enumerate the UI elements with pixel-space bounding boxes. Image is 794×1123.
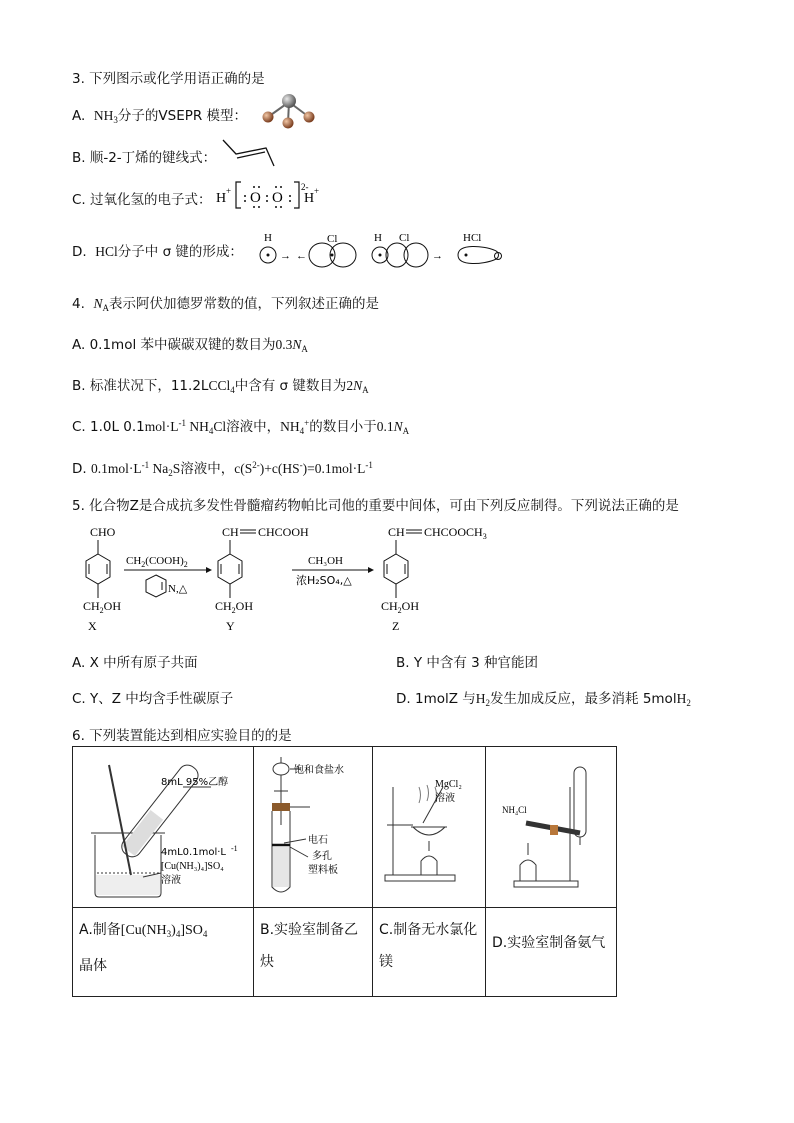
- sigma-bond-formation-image: [252, 228, 512, 272]
- q3-stem: 3. 下列图示或化学用语正确的是: [72, 71, 265, 87]
- svg-text:电石: 电石: [308, 835, 328, 846]
- svg-text:H: H: [216, 191, 227, 206]
- svg-text:→: →: [432, 250, 443, 262]
- svg-text:CHCOOH: CHCOOH: [258, 525, 309, 539]
- apparatus-b-cell: [254, 747, 373, 908]
- svg-text:CH2OH: $CH_2OH$: [381, 599, 420, 615]
- svg-text:CH: CH: [222, 525, 239, 539]
- svg-text:2-: 2-: [301, 182, 309, 192]
- svg-text:→: →: [280, 250, 291, 262]
- apparatus-d-image: [486, 747, 616, 903]
- apparatus-d-cell: [486, 747, 617, 908]
- svg-text:8mL 95%乙醇: 8mL 95%乙醇: [161, 777, 229, 788]
- svg-text:Z: Z: [392, 619, 400, 633]
- q4-stem: 4. $N_A$表示阿伏加德罗常数的值，下列叙述正确的是: [72, 296, 379, 313]
- svg-text:Cl: Cl: [399, 232, 410, 244]
- svg-text:Y: Y: [226, 619, 235, 633]
- svg-text:溶液: 溶液: [435, 793, 455, 804]
- svg-text:CH2OH: $CH_2OH$: [215, 599, 254, 615]
- svg-text:MgCl₂: MgCl₂: [435, 779, 462, 790]
- svg-text:4mL0.1mol·L: 4mL0.1mol·L: [161, 847, 226, 858]
- compound-y: [215, 525, 309, 633]
- svg-text:H: H: [264, 232, 272, 244]
- q5-reaction-scheme: [70, 520, 510, 636]
- q5-stem: 5. 化合物Z是合成抗多发性骨髓瘤药物帕比司他的重要中间体，可由下列反应制得。下列说法正确的是: [72, 498, 679, 514]
- svg-text:塑料板: 塑料板: [308, 865, 338, 876]
- svg-text:CH: CH: [388, 525, 405, 539]
- q4-option-c: C. 1.0L $0.1mol\cdot L^{-1}$ $NH_4Cl$溶液中，$NH_4^+$的数目小于$0.1N_A$: [72, 418, 410, 436]
- apparatus-table: [72, 746, 617, 997]
- q5-option-a: A. X 中所有原子共面: [72, 655, 198, 671]
- q6-stem: 6. 下列装置能达到相应实验目的的是: [72, 728, 292, 744]
- q3-option-d: D. HCl分子中 σ 键的形成：: [72, 244, 243, 260]
- svg-text:CH2(COOH)2: $CH_2(COOH)_2$: [126, 555, 188, 569]
- svg-text:CHCOOCH3: $CHCOOCH_3$: [424, 525, 487, 541]
- svg-text:Cl: Cl: [327, 233, 338, 245]
- q4-option-b: B. 标准状况下，11.2LCCl$_4$中含有 σ 键数目为$2N_A$: [72, 378, 369, 395]
- svg-text:浓H₂SO₄,△: 浓H₂SO₄,△: [296, 574, 352, 587]
- q4-option-a: A. 0.1mol 苯中碳碳双键的数目为$0.3N_A$: [72, 337, 308, 354]
- compound-z: [381, 525, 487, 633]
- svg-text:H: H: [304, 191, 315, 206]
- caption-d: D.实验室制备氨气: [486, 908, 617, 997]
- reaction-arrow-2: [292, 555, 374, 587]
- svg-text:饱和食盐水: 饱和食盐水: [294, 765, 344, 776]
- q5-option-d: D. 1molZ 与$H_2$发生加成反应，最多消耗 5molH$_2$: [396, 691, 691, 708]
- svg-text:多孔: 多孔: [312, 851, 332, 862]
- svg-text:O: O: [250, 190, 261, 206]
- reaction-arrow-1: [124, 555, 212, 597]
- apparatus-b-image: [254, 747, 372, 903]
- vsepr-model-image: [258, 93, 320, 129]
- svg-text:←: ←: [296, 250, 307, 262]
- svg-text:NH₄Cl: NH₄Cl: [502, 805, 527, 815]
- q4-option-d: D. $0.1mol\cdot L^{-1}$ $Na_2S$溶液中，$c(S^{2-})+c(HS^-)=0.1mol\cdot L^{-1}$: [72, 460, 373, 478]
- caption-b: B.实验室制备乙炔: [254, 908, 373, 997]
- svg-text:X: X: [88, 619, 97, 633]
- butene-skeletal-image: [220, 136, 276, 170]
- svg-text:溶液: 溶液: [161, 875, 181, 886]
- caption-c: C.制备无水氯化镁: [373, 908, 486, 997]
- svg-text:-1: -1: [231, 844, 238, 853]
- svg-text:+: +: [226, 186, 232, 196]
- caption-a: A.制备$[Cu(NH_3)_4]SO_4$ 晶体: [73, 908, 254, 997]
- q3-option-a: A. $NH_3$分子的VSEPR 模型：: [72, 108, 248, 125]
- peroxide-electron-formula: [214, 176, 334, 212]
- q3-option-b: B. 顺-2-丁烯的键线式：: [72, 150, 217, 166]
- svg-text:+: +: [314, 186, 320, 196]
- svg-text:O: O: [272, 190, 283, 206]
- svg-text:N,△: N,△: [168, 583, 188, 595]
- apparatus-c-image: [373, 747, 485, 903]
- svg-text:[Cu(NH₃)₄]SO₄: [Cu(NH₃)₄]SO₄: [161, 861, 224, 872]
- svg-text:CHO: CHO: [90, 525, 116, 539]
- q5-option-b: B. Y 中含有 3 种官能团: [396, 655, 539, 671]
- svg-text:CH2OH: $CH_2OH$: [83, 599, 122, 615]
- svg-text:HCl: HCl: [463, 232, 482, 244]
- apparatus-a-cell: [73, 747, 254, 908]
- apparatus-a-image: [73, 747, 253, 903]
- svg-text:H: H: [374, 232, 382, 244]
- q3-option-c: C. 过氧化氢的电子式：: [72, 192, 212, 208]
- q5-option-c: C. Y、Z 中均含手性碳原子: [72, 691, 234, 707]
- svg-text:CH₃OH: CH₃OH: [308, 555, 344, 567]
- apparatus-c-cell: [373, 747, 486, 908]
- compound-x: [83, 525, 121, 633]
